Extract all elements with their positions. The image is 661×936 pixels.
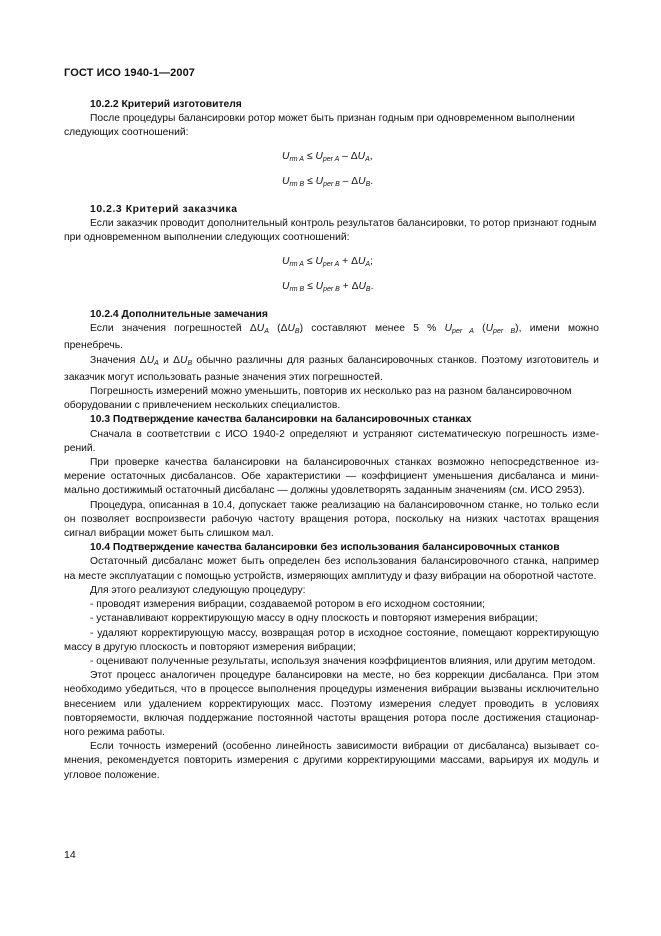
paragraph: Для этого реализуют следующую процедуру:	[90, 584, 306, 596]
formula-customer-b: Urm B ≤ Uper B + ΔUB.	[282, 280, 374, 293]
section-title-10-2-4: 10.2.4 Дополнительные замечания	[90, 309, 268, 321]
section-title-10-4: 10.4 Подтверждение качества балансировки без использования балансировочных станков	[90, 542, 560, 554]
paragraph: Если точность измерений (особенно линейность зависимости вибрации от дисбаланса) вызывает сомнения, рекомендуется повторить измерения с другими корректирующими массами, варьируя их модуль и угловое положение.	[64, 741, 599, 781]
list-item: - устанавливают корректирующую массу в одну плоскость и повторяют измерения вибрации;	[90, 613, 538, 625]
paragraph: Процедура, описанная в 10.4, допускает также реализацию на балансировочном станке, но только если он позволяет воспроизвести рабочую частоту вращения ротора, поскольку на низких частотах вращения сигнал вибрации может быть слишком мал.	[64, 499, 599, 540]
paragraph: Сначала в соответствии с ИСО 1940-2 определяют и устраняют систематическую погрешность измерений.	[64, 428, 599, 454]
section-title-10-2-3: 10.2.3 Критерий заказчика	[90, 204, 238, 216]
paragraph: Этот процесс аналогичен процедуре балансировки на месте, но без коррекции дисбаланса. При этом необходимо убедиться, что в процессе выполнения процедуры изменения вибрации вызваны исключительно внесением или удалением корректирующих масс. Поэтому измерения следует проводить в условиях повторяемости, включая поддержание постоянной частоты вращения ротора после достижения стационарного режима работы.	[64, 670, 599, 738]
page-number: 14	[64, 849, 76, 861]
paragraph: Погрешность измерений можно уменьшить, повторив их несколько раз на разном балансировочном оборудовании с привлечением нескольких специалистов.	[64, 386, 572, 412]
paragraph: Значения ΔUA и ΔUB обычно различны для разных балансировочных станков. Поэтому изготовитель и заказчик могут использовать разные значения этих погрешностей.	[64, 354, 599, 383]
paragraph: Если заказчик проводит дополнительный контроль результатов балансировки, то ротор признают годным при одновременном выполнении следующих соотношений:	[64, 218, 597, 244]
paragraph: Если значения погрешностей ΔUA (ΔUB) составляют менее 5 % Uper A (Uper B), имени можно пренебречь.	[64, 323, 599, 352]
list-item: - проводят измерения вибрации, создаваемой ротором в его исходном состоянии;	[90, 599, 485, 611]
formula-customer-a: Urm A ≤ Uper A + ΔUA;	[282, 255, 373, 268]
section-title-10-2-2: 10.2.2 Критерий изготовителя	[90, 99, 242, 110]
list-item: - удаляют корректирующую массу, возвращая ротор в исходное состояние, помещают корректирующую массу в другую плоскость и повторяют измерения вибрации;	[64, 627, 599, 653]
paragraph: После процедуры балансировки ротор может быть признан годным при одновременном выполнении следующих соотношений:	[64, 113, 575, 139]
formula-manufacturer-a: Urm A ≤ Uper A – ΔUA,	[282, 150, 373, 163]
list-item: - оценивают полученные результаты, используя значения коэффициентов влияния, или другим методом.	[90, 655, 596, 667]
page-body	[64, 98, 599, 783]
formula-manufacturer-b: Urm B ≤ Uper B – ΔUB.	[282, 175, 374, 188]
paragraph: При проверке качества балансировки на балансировочных станках возможно непосредственное измерение остаточных дисбалансов. Обе характеристики — коэффициент уменьшения дисбаланса и минимально достижимый остаточный дисбаланс — должны удовлетворять заданным значениям (см. ИСО 2953).	[64, 457, 599, 497]
section-title-10-3: 10.3 Подтверждение качества балансировки на балансировочных станках	[90, 414, 472, 426]
paragraph: Остаточный дисбаланс может быть определен без использования балансировочного станка, например на месте эксплуатации с помощью устройств, измеряющих амплитуду и фазу вибрации на оборотной частоте.	[64, 556, 599, 582]
document-header: ГОСТ ИСО 1940-1—2007	[64, 67, 196, 79]
